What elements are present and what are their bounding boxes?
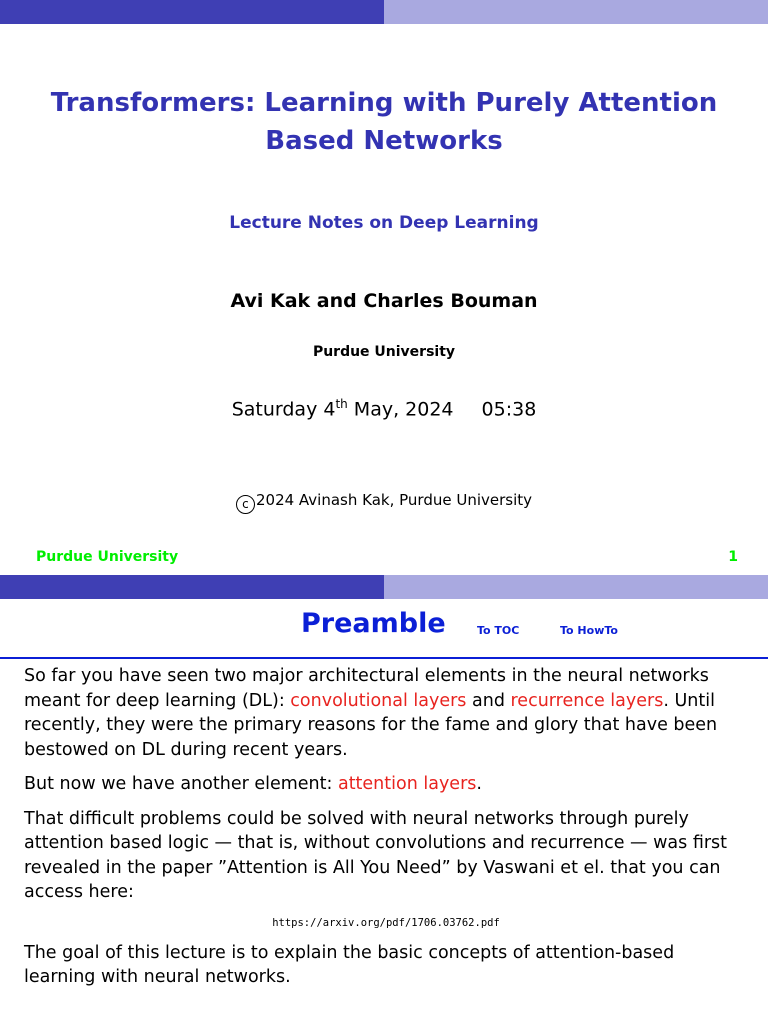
slide1-authors: Avi Kak and Charles Bouman: [230, 290, 538, 312]
date-suffix: May, 2024: [347, 398, 454, 421]
title-line-2: Based Networks: [265, 126, 503, 156]
p1-text-c: . Until recently, they were the primary reasons for the fame and glory that have been bestowed on DL during recent years.: [24, 690, 718, 760]
header-bar-dark-segment: [0, 0, 384, 24]
header-bar-light-segment: [384, 0, 768, 24]
p2-text-a: But now we have another element:: [24, 774, 338, 794]
to-howto-link[interactable]: To HowTo: [560, 624, 618, 637]
frame-title-rule: [0, 657, 768, 659]
paragraph-2: [24, 772, 748, 797]
slide1-title: [0, 84, 768, 160]
highlight-convolutional-layers: convolutional layers: [290, 690, 467, 711]
date-prefix: Saturday 4: [231, 398, 336, 421]
to-toc-link[interactable]: To TOC: [477, 624, 520, 637]
title-line-1: Transformers: Learning with Purely Attention: [50, 88, 718, 118]
slide1-copyright: [0, 491, 768, 514]
slide1-subtitle: Lecture Notes on Deep Learning: [229, 213, 539, 233]
footer-institute: Purdue University: [36, 549, 179, 565]
header-bar-light-segment: [384, 575, 768, 599]
header-bar-slide1: [0, 0, 768, 24]
p1-text-b: and: [466, 690, 511, 711]
paragraph-1: [24, 664, 748, 762]
slide1-institute: Purdue University: [312, 344, 456, 360]
date-time: 05:38: [481, 398, 537, 421]
paragraph-3: That difficult problems could be solved with neural networks through purely attention based logic — that is, without convolutions and recurrence — was first revealed in the paper ”Attention is All You Need” by Vaswani et el. that you can access here:: [24, 808, 728, 902]
slide1-date: [0, 397, 768, 420]
p2-text-b: .: [476, 774, 482, 794]
slide2-content: [24, 664, 748, 1000]
header-bar-slide2: [0, 575, 768, 599]
date-superscript: th: [335, 397, 348, 411]
highlight-recurrence-layers: recurrence layers: [510, 690, 664, 711]
p1-text-a: So far you have seen two major architectural elements in the neural networks meant for deep learning (DL):: [24, 666, 709, 711]
paragraph-4: The goal of this lecture is to explain the basic concepts of attention-based learning with neural networks.: [24, 942, 675, 987]
copyright-icon: c: [236, 495, 255, 514]
highlight-attention-layers: attention layers: [337, 774, 477, 794]
header-bar-dark-segment: [0, 575, 384, 599]
copyright-text: 2024 Avinash Kak, Purdue University: [255, 491, 533, 509]
paper-url[interactable]: https://arxiv.org/pdf/1706.03762.pdf: [272, 916, 500, 929]
footer-page-number: 1: [728, 549, 738, 565]
frame-title: Preamble: [301, 608, 446, 639]
